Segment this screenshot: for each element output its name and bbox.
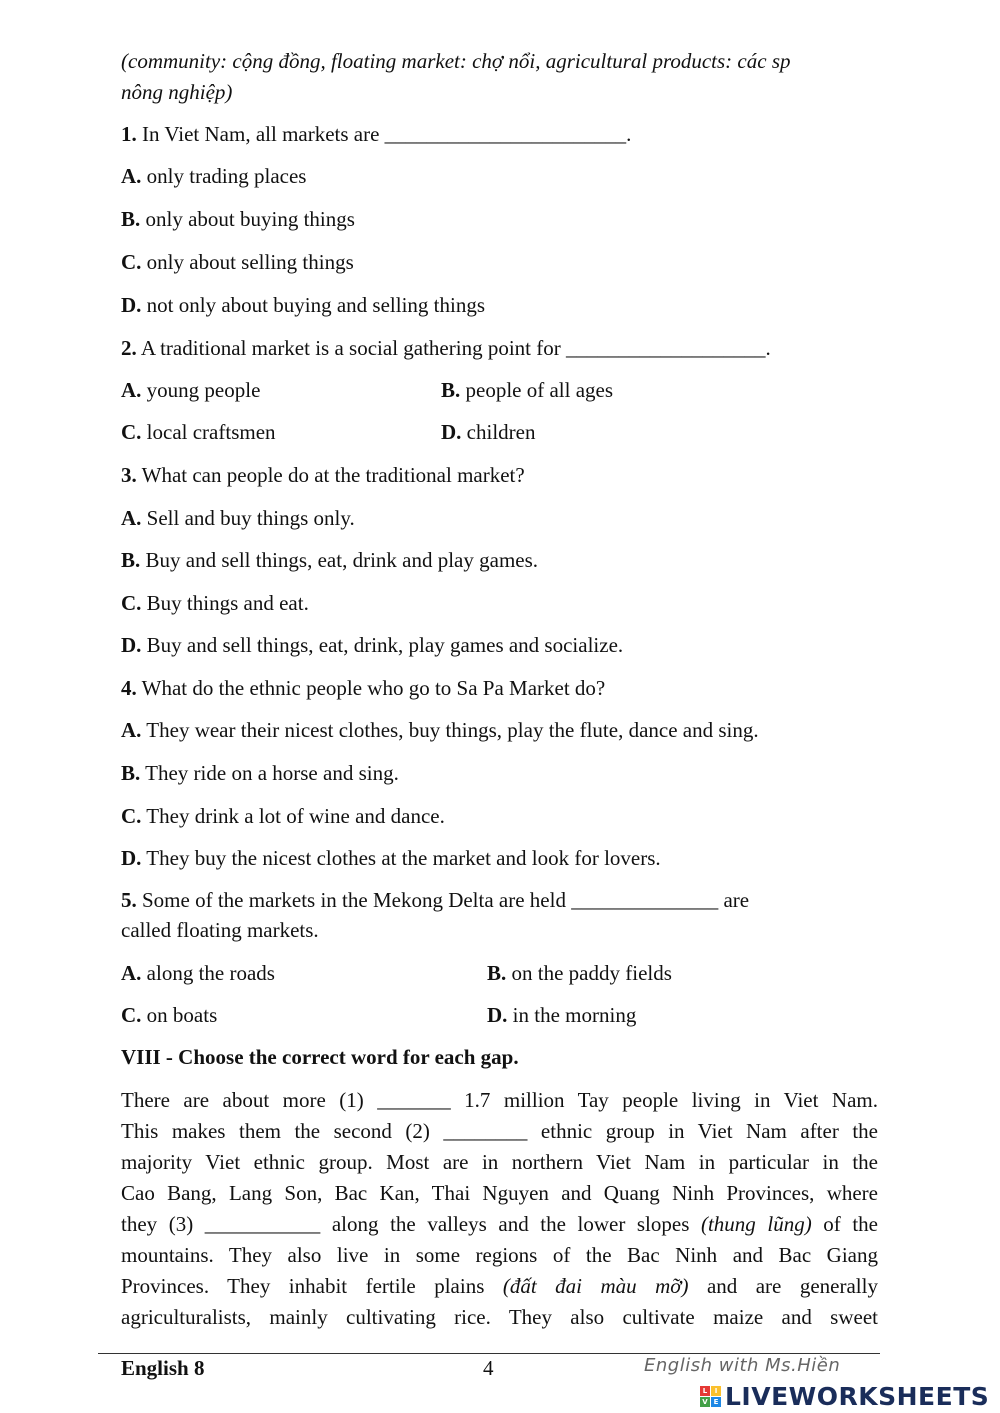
option-5c[interactable] — [121, 1002, 217, 1028]
option-letter: B. — [121, 761, 141, 785]
question-5-line-2: called floating markets. — [121, 918, 319, 942]
passage-line-4: Cao Bang, Lang Son, Bac Kan, Thai Nguyen and Quang Ninh Provinces, where — [121, 1181, 878, 1205]
question-number: 4. — [121, 676, 137, 700]
option-text: Buy and sell things, eat, drink and play games. — [145, 548, 539, 572]
option-text: on the paddy fields — [511, 961, 672, 985]
option-letter: C. — [121, 1003, 142, 1027]
option-5d[interactable] — [487, 1002, 636, 1028]
option-text: only about buying things — [145, 207, 355, 231]
option-2b[interactable] — [441, 377, 613, 403]
option-3a[interactable] — [121, 505, 355, 531]
option-letter: D. — [441, 420, 462, 444]
option-1b[interactable] — [121, 206, 355, 232]
question-5 — [121, 887, 749, 913]
vocab-note-line-2: nông nghiệp) — [121, 80, 233, 104]
option-4a[interactable] — [121, 717, 759, 743]
option-2d[interactable] — [441, 419, 535, 445]
liveworksheets-logo-text: LIVEWORKSHEETS — [725, 1382, 990, 1411]
question-number: 2. — [121, 336, 137, 360]
option-4c[interactable] — [121, 803, 445, 829]
question-stem: A traditional market is a social gathering point for ___________________. — [140, 336, 771, 360]
option-letter: A. — [121, 506, 142, 530]
option-letter: D. — [121, 293, 142, 317]
option-3b[interactable] — [121, 547, 538, 573]
question-number: 1. — [121, 122, 137, 146]
option-text: They ride on a horse and sing. — [145, 761, 399, 785]
option-letter: C. — [121, 804, 142, 828]
option-text: Sell and buy things only. — [146, 506, 355, 530]
logo-tile-l: L — [700, 1386, 710, 1396]
option-letter: A. — [121, 164, 142, 188]
option-text: on boats — [146, 1003, 218, 1027]
passage-line-1: There are about more (1) _______ 1.7 million Tay people living in Viet Nam. — [121, 1088, 878, 1112]
option-text: They wear their nicest clothes, buy things, play the flute, dance and sing. — [146, 718, 759, 742]
option-1c[interactable] — [121, 249, 354, 275]
passage-text: they (3) ___________ along the valleys and the lower slopes — [121, 1212, 701, 1236]
option-3d[interactable] — [121, 632, 623, 658]
option-2a[interactable] — [121, 377, 260, 403]
passage-text: of the — [811, 1212, 878, 1236]
footer-divider — [98, 1353, 880, 1354]
liveworksheets-logo-icon — [700, 1386, 721, 1407]
question-stem-line-1: Some of the markets in the Mekong Delta are held ______________ are — [142, 888, 750, 912]
option-3c[interactable] — [121, 590, 309, 616]
option-letter: B. — [487, 961, 507, 985]
option-text: in the morning — [512, 1003, 637, 1027]
logo-tile-e: E — [711, 1397, 721, 1407]
footer-page-number: 4 — [483, 1356, 494, 1380]
option-letter: D. — [121, 633, 142, 657]
logo-tile-v: V — [700, 1397, 710, 1407]
option-5b[interactable] — [487, 960, 672, 986]
passage-gloss: (thung lũng) — [700, 1212, 812, 1236]
option-text: people of all ages — [465, 378, 614, 402]
question-4 — [121, 675, 605, 701]
option-letter: C. — [121, 591, 142, 615]
option-1a[interactable] — [121, 163, 306, 189]
option-letter: D. — [121, 846, 142, 870]
question-2 — [121, 335, 771, 361]
option-text: young people — [146, 378, 261, 402]
option-text: along the roads — [146, 961, 275, 985]
option-text: Buy things and eat. — [146, 591, 309, 615]
option-text: Buy and sell things, eat, drink, play games and socialize. — [146, 633, 624, 657]
question-3 — [121, 462, 525, 488]
passage-line-5 — [121, 1209, 878, 1240]
option-letter: C. — [121, 250, 142, 274]
passage-line-8: agriculturalists, mainly cultivating rice. They also cultivate maize and sweet — [121, 1305, 878, 1329]
option-letter: A. — [121, 961, 142, 985]
passage-text: and are generally — [688, 1274, 878, 1298]
question-1 — [121, 121, 631, 147]
passage-line-6: mountains. They also live in some regions of the Bac Ninh and Bac Giang — [121, 1243, 878, 1267]
option-letter: C. — [121, 420, 142, 444]
footer-book-title: English 8 — [121, 1356, 205, 1380]
option-text: children — [466, 420, 536, 444]
option-4d[interactable] — [121, 845, 661, 871]
option-text: only trading places — [146, 164, 307, 188]
question-number: 3. — [121, 463, 137, 487]
passage-line-2: This makes them the second (2) ________ ethnic group in Viet Nam after the — [121, 1119, 878, 1143]
option-4b[interactable] — [121, 760, 399, 786]
section-viii-passage — [121, 1085, 878, 1333]
section-viii-heading: VIII - Choose the correct word for each gap. — [121, 1045, 519, 1069]
option-letter: A. — [121, 718, 142, 742]
question-number: 5. — [121, 888, 137, 912]
option-1d[interactable] — [121, 292, 485, 318]
option-letter: A. — [121, 378, 142, 402]
option-5a[interactable] — [121, 960, 275, 986]
question-stem: In Viet Nam, all markets are _______________________. — [142, 122, 632, 146]
question-stem: What can people do at the traditional market? — [141, 463, 525, 487]
option-letter: B. — [121, 548, 141, 572]
option-letter: D. — [487, 1003, 508, 1027]
logo-tile-i: I — [711, 1386, 721, 1396]
option-text: They drink a lot of wine and dance. — [146, 804, 445, 828]
question-stem: What do the ethnic people who go to Sa Pa Market do? — [141, 676, 606, 700]
footer-signature: English with Ms.Hiền — [644, 1355, 841, 1376]
option-letter: B. — [121, 207, 141, 231]
passage-line-7 — [121, 1271, 878, 1302]
passage-text: Provinces. They inhabit fertile plains — [121, 1274, 503, 1298]
option-text: They buy the nicest clothes at the market and look for lovers. — [146, 846, 661, 870]
liveworksheets-logo[interactable] — [700, 1382, 989, 1411]
vocab-note-line-1: (community: cộng đồng, floating market: chợ nổi, agricultural products: các sp — [121, 49, 791, 73]
passage-line-3: majority Viet ethnic group. Most are in northern Viet Nam in particular in the — [121, 1150, 878, 1174]
option-text: local craftsmen — [146, 420, 276, 444]
option-text: only about selling things — [146, 250, 354, 274]
option-letter: B. — [441, 378, 461, 402]
passage-gloss: (đất đai màu mỡ) — [502, 1274, 689, 1298]
option-text: not only about buying and selling things — [146, 293, 485, 317]
option-2c[interactable] — [121, 419, 276, 445]
